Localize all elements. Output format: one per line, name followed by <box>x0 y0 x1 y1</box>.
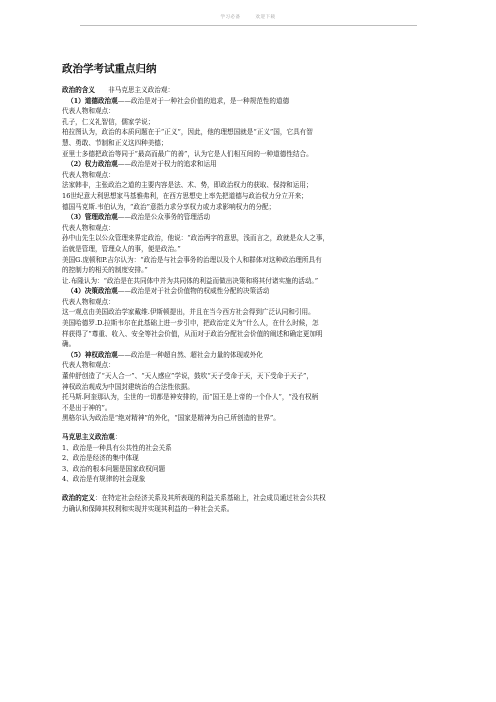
text-line: 董仲舒创造了“天人合一”、“天人感应”学说，鼓吹“天子受命于天，天下受命于天子”， <box>62 372 314 381</box>
text-line: 神权政治观成为中国封建统治的合法性依据。 <box>62 382 194 391</box>
section-heading-label: 马克思主义政治观 <box>62 433 115 441</box>
text-line: 法家韩非，主张政治之道的主要内容是法、术、势，即政治权力的获取、保持和运用； <box>62 181 313 190</box>
spacer <box>62 424 437 432</box>
header-divider <box>80 25 417 26</box>
text-line: 让.布隆认为：“政治是在共同体中并为共同体的利益而做出决策和将其付诸实施的活动。” <box>62 276 319 285</box>
view-label: （5）神权政治观 <box>67 350 118 359</box>
section-heading-label: 政治的含义 <box>62 86 95 94</box>
text-line: 黑格尔认为政治是“绝对精神”的外化，“国家是精神为自己所创造的世界”。 <box>62 414 280 423</box>
view-label: （1）道德政治观 <box>67 96 118 105</box>
section-heading-label: 政治的定义 <box>62 493 95 502</box>
view-decision-heading <box>62 286 437 297</box>
text-line: 确。 <box>62 340 76 349</box>
text-line: 孔子，仁义礼智信，儒家学说； <box>62 117 155 126</box>
document-body <box>62 62 437 514</box>
page-header-note: 学习必备 欢迎下载 <box>220 15 276 20</box>
text-line: 16世纪意大利思想家马基雅弗利，在西方思想史上率先把道德与政治权力分立开来； <box>62 191 308 200</box>
text-line: 美国G.庞顿和P.吉尔认为：“政治是与社会事务的治理以及个人和群体对这种政治理所具有 <box>62 255 322 264</box>
section-heading-meaning <box>62 85 437 96</box>
text-line: 治就是管理，管理众人的事，便是政治。” <box>62 244 181 253</box>
view-label-tail: ——政治是公众事务的管理活动 <box>117 213 211 222</box>
reps-title: 代表人物和观点： <box>62 297 115 306</box>
text-line: 力确认和保障其权利和实现并实现其利益的一种社会关系。 <box>62 504 234 513</box>
view-label: （3）管理政治观 <box>67 213 118 222</box>
view-label: （4）决策政治观 <box>67 287 118 296</box>
reps-title: 代表人物和观点： <box>62 170 115 179</box>
view-label-tail: ——政治是对于一种社会价值的追求，是一种规范性的道德 <box>117 96 290 105</box>
spacer <box>62 485 437 493</box>
section-heading-tail: ：在特定社会经济关系及其所表现的利益关系基础上，社会成员通过社会公共权 <box>94 493 326 502</box>
text-line: 慧、勇敢、节制和正义这四种美德； <box>62 138 168 147</box>
view-moral-heading <box>62 96 437 107</box>
text-line: 样获得了”尊重、收入、安全等社会价值，从而对于政治分配社会价值的阐述和确定更加明 <box>62 329 323 338</box>
list-item: 1、政治是一种具有公共性的社会关系 <box>62 443 172 452</box>
view-label-tail: ——政治是一种超自然、超社会力量的体现或外化 <box>117 350 263 359</box>
view-power-heading <box>62 159 437 170</box>
text-line: 亚里士多德把政治等同于“最高而最广的善”，认为它是人们相互间的一种道德性结合。 <box>62 149 313 158</box>
list-item: 4、政治是有规律的社会现象 <box>62 475 146 484</box>
section-heading-tail: 非马克思主义政治观： <box>94 86 175 94</box>
text-line: 这一观点由美国政治学家戴维.伊斯顿提出，并且在当今西方社会得到广泛认同和引用。 <box>62 308 315 317</box>
view-label-tail: ——政治是对于权力的追求和运用 <box>117 160 217 169</box>
section-heading-definition <box>62 493 437 504</box>
view-label-tail: ——政治是对于社会价值物的权威性分配的决策活动 <box>117 287 270 296</box>
text-line: 的控制力的相关的制度安排。” <box>62 266 148 275</box>
reps-title: 代表人物和观点： <box>62 361 115 370</box>
view-label: （2）权力政治观 <box>67 160 118 169</box>
view-management-heading <box>62 212 437 223</box>
text-line: 孙中山先生以公众管理来界定政治，他说：“政治两字的意思，浅而言之，政就是众人之事， <box>62 234 330 243</box>
reps-title: 代表人物和观点： <box>62 223 115 232</box>
section-heading-marxist <box>62 432 437 443</box>
text-line: 不是出于神的”。 <box>62 403 112 412</box>
text-line: 托马斯.阿奎那认为，尘世的一切都是神安排的，而“国王是上帝的一个仆人”，“没有权柄 <box>62 393 319 402</box>
text-line: 柏拉图认为，政治的本质问题在于“正义”，因此，他的理想国就是“正义”国，它具有智 <box>62 128 313 137</box>
document-title: 政治学考试重点归纳 <box>62 63 157 75</box>
section-heading-tail: ： <box>114 433 122 441</box>
text-line: 美国哈德罗.D.拉斯韦尔在此基础上进一步引申，把政治定义为“什么人，在什么时候，怎 <box>62 319 319 328</box>
reps-title: 代表人物和观点： <box>62 107 115 116</box>
view-theocratic-heading <box>62 350 437 361</box>
list-item: 3、政治的根本问题是国家政权问题 <box>62 464 166 473</box>
list-item: 2、政治是经济的集中体现 <box>62 454 139 463</box>
text-line: 德国马克斯.韦伯认为，“政治”意指力求分享权力或力求影响权力的分配； <box>62 202 276 211</box>
